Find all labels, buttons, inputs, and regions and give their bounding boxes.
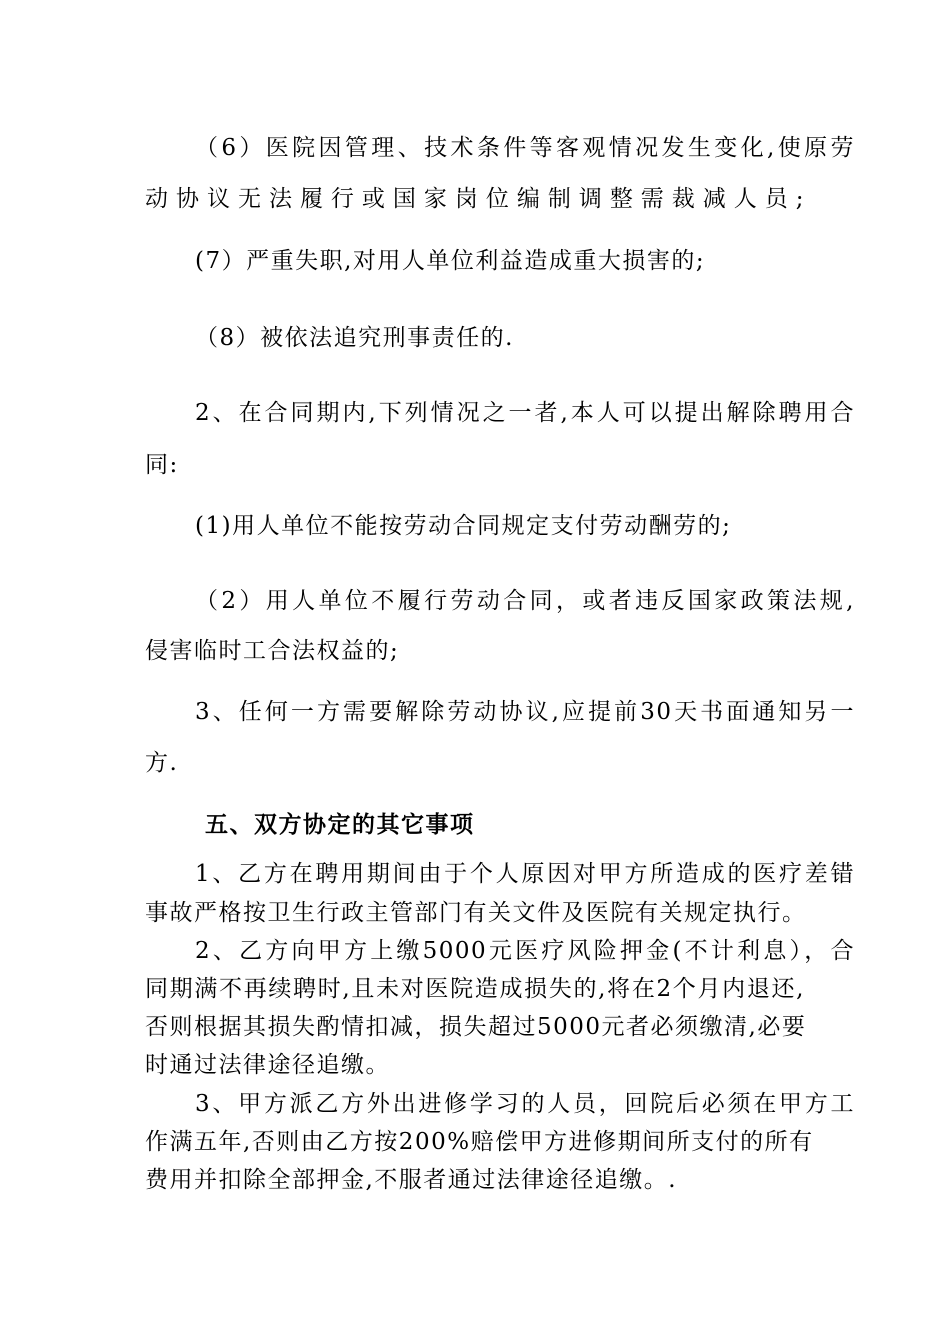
other-item-2-line-2: 同期满不再续聘时,且未对医院造成损失的,将在2个月内退还,: [145, 976, 805, 1002]
section-3-line-1: 3、任何一方需要解除劳动协议,应提前30天书面通知另一: [195, 699, 855, 725]
other-item-1-line-1: 1、乙方在聘用期间由于个人原因对甲方所造成的医疗差错: [195, 861, 855, 887]
other-item-1-line-2: 事故严格按卫生行政主管部门有关文件及医院有关规定执行。: [145, 900, 807, 926]
clause-6-line-1: （6）医院因管理、技术条件等客观情况发生变化,使原劳: [195, 135, 855, 161]
other-item-2-line-4: 时通过法律途径追缴。: [145, 1052, 390, 1078]
section-2-intro-line-1: 2、在合同期内,下列情况之一者,本人可以提出解除聘用合: [195, 400, 855, 426]
other-item-3-line-2: 作满五年,否则由乙方按200%赔偿甲方进修期间所支付的所有: [145, 1129, 814, 1155]
clause-8: （8）被依法追究刑事责任的.: [195, 325, 514, 351]
other-item-3-line-1: 3、甲方派乙方外出进修学习的人员，回院后必须在甲方工: [195, 1091, 855, 1117]
clause-7: (7）严重失职,对用人单位利益造成重大损害的;: [195, 248, 706, 274]
section-3-line-2: 方.: [145, 750, 179, 776]
other-item-2-line-3: 否则根据其损失酌情扣减，损失超过5000元者必须缴清,必要: [145, 1014, 807, 1040]
clause-6-line-2: 动协议无法履行或国家岗位编制调整需裁减人员;: [145, 186, 805, 212]
other-item-2-line-1: 2、乙方向甲方上缴5000元医疗风险押金(不计利息），合: [195, 938, 855, 964]
sub-clause-2-line-1: （2）用人单位不履行劳动合同，或者违反国家政策法规,: [195, 588, 855, 614]
section-2-intro-line-2: 同:: [145, 452, 179, 478]
sub-clause-1: (1)用人单位不能按劳动合同规定支付劳动酬劳的;: [195, 513, 732, 539]
sub-clause-2-line-2: 侵害临时工合法权益的;: [145, 638, 400, 664]
section-heading-5: 五、双方协定的其它事项: [205, 811, 475, 838]
other-item-3-line-3: 费用并扣除全部押金,不服者通过法律途径追缴。.: [145, 1167, 678, 1193]
